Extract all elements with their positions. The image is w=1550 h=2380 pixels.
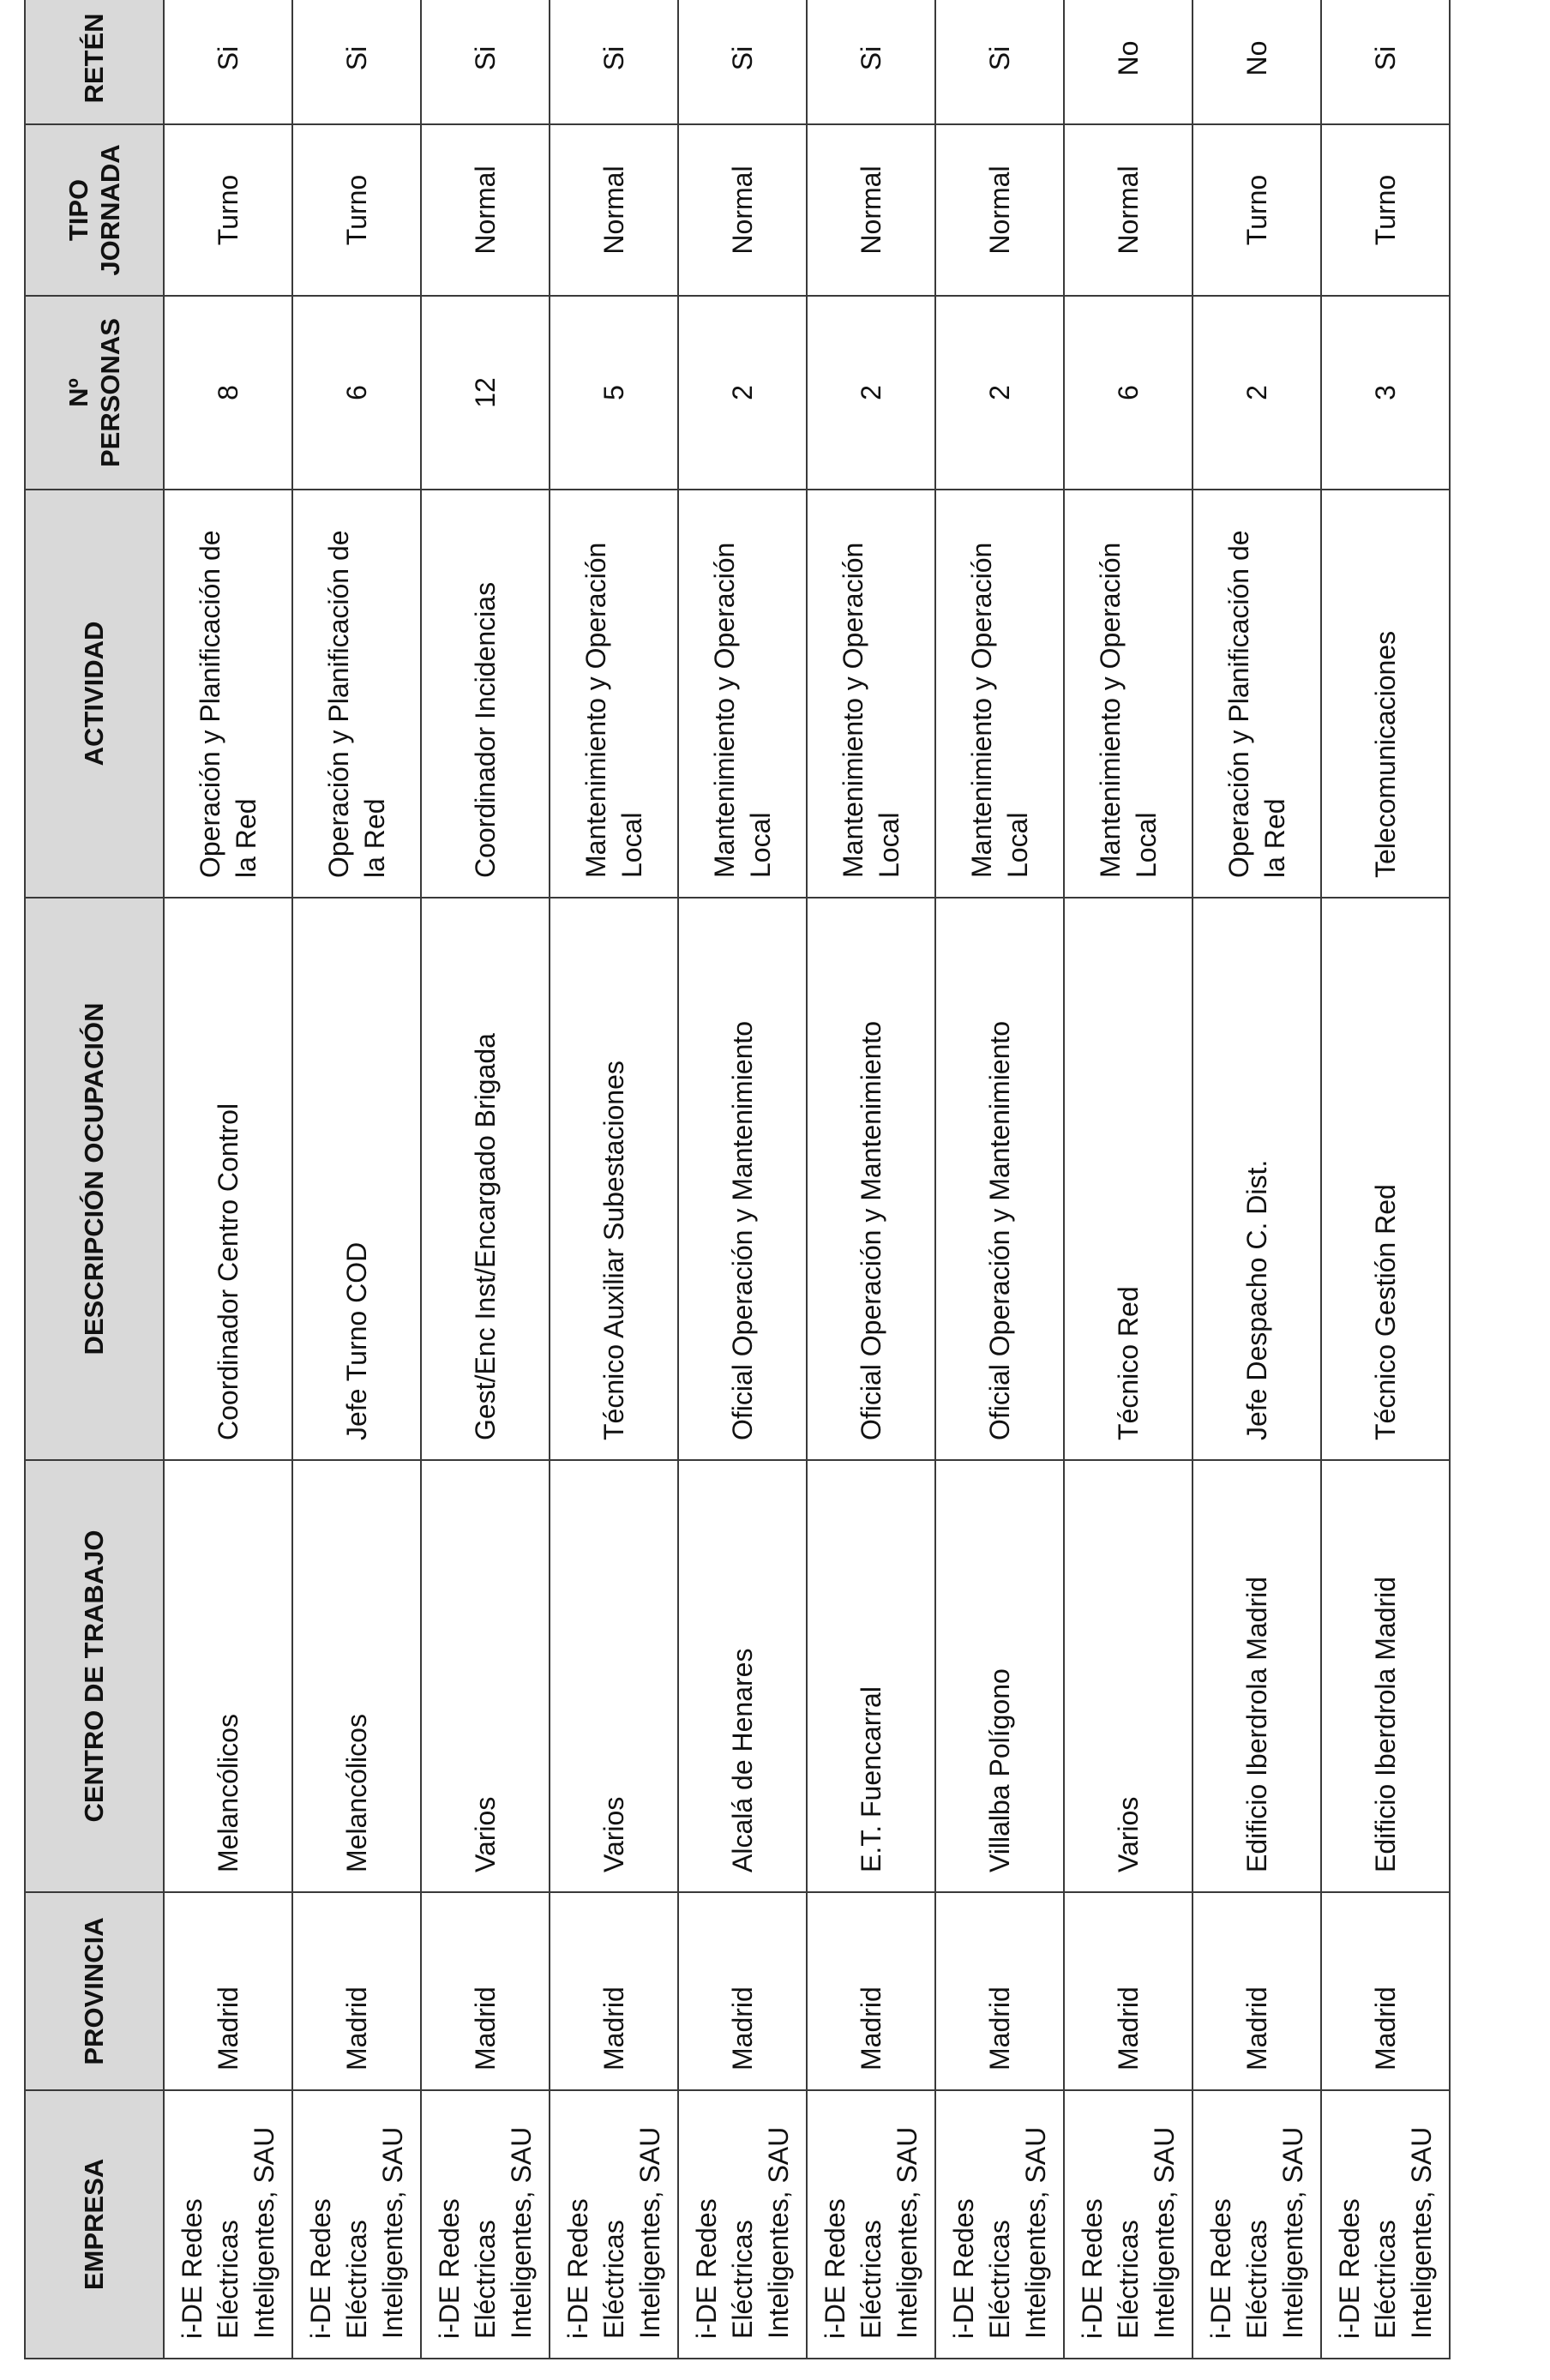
cell-actividad: Mantenimiento y Operación Local [550, 490, 678, 898]
cell-centro-trabajo: Edificio Iberdrola Madrid [1321, 1460, 1450, 1892]
cell-provincia: Madrid [1064, 1892, 1193, 2090]
cell-num-personas: 6 [1064, 296, 1193, 490]
cell-descripcion: Gest/Enc Inst/Encargado Brigada [421, 898, 550, 1460]
cell-actividad: Mantenimiento y Operación Local [1064, 490, 1193, 898]
cell-centro-trabajo: Villalba Polígono [935, 1460, 1064, 1892]
cell-tipo-jornada: Turno [1321, 124, 1450, 296]
cell-provincia: Madrid [807, 1892, 935, 2090]
cell-reten: Si [807, 0, 935, 124]
cell-actividad: Coordinador Incidencias [421, 490, 550, 898]
cell-descripcion: Jefe Despacho C. Dist. [1193, 898, 1321, 1460]
cell-reten: Si [935, 0, 1064, 124]
header-provincia: PROVINCIA [25, 1892, 164, 2090]
cell-empresa: i-DE Redes Eléctricas Inteligentes, SAU [1193, 2090, 1321, 2359]
cell-num-personas: 2 [807, 296, 935, 490]
cell-num-personas: 5 [550, 296, 678, 490]
cell-descripcion: Técnico Red [1064, 898, 1193, 1460]
cell-actividad: Operación y Planificación de la Red [292, 490, 421, 898]
rotated-page [24, 13, 1438, 2359]
cell-num-personas: 2 [678, 296, 807, 490]
table-row [807, 0, 935, 2359]
header-row [25, 0, 164, 2359]
cell-centro-trabajo: E.T. Fuencarral [807, 1460, 935, 1892]
cell-tipo-jornada: Normal [1064, 124, 1193, 296]
cell-descripcion: Técnico Gestión Red [1321, 898, 1450, 1460]
cell-provincia: Madrid [421, 1892, 550, 2090]
table-row [1321, 0, 1450, 2359]
cell-provincia: Madrid [678, 1892, 807, 2090]
table-row [1064, 0, 1193, 2359]
cell-provincia: Madrid [164, 1892, 292, 2090]
cell-descripcion: Oficial Operación y Mantenimiento [678, 898, 807, 1460]
cell-descripcion: Oficial Operación y Mantenimiento [807, 898, 935, 1460]
cell-actividad: Mantenimiento y Operación Local [678, 490, 807, 898]
cell-empresa: i-DE Redes Eléctricas Inteligentes, SAU [1321, 2090, 1450, 2359]
cell-provincia: Madrid [292, 1892, 421, 2090]
cell-empresa: i-DE Redes Eléctricas Inteligentes, SAU [421, 2090, 550, 2359]
cell-tipo-jornada: Turno [292, 124, 421, 296]
cell-empresa: i-DE Redes Eléctricas Inteligentes, SAU [935, 2090, 1064, 2359]
cell-empresa: i-DE Redes Eléctricas Inteligentes, SAU [1064, 2090, 1193, 2359]
table-row [164, 0, 292, 2359]
cell-reten: No [1064, 0, 1193, 124]
cell-reten: Si [678, 0, 807, 124]
cell-tipo-jornada: Normal [935, 124, 1064, 296]
cell-actividad: Telecomunicaciones [1321, 490, 1450, 898]
header-reten: RETÉN [25, 0, 164, 124]
cell-actividad: Mantenimiento y Operación Local [935, 490, 1064, 898]
cell-actividad: Operación y Planificación de la Red [164, 490, 292, 898]
cell-centro-trabajo: Melancólicos [292, 1460, 421, 1892]
cell-centro-trabajo: Edificio Iberdrola Madrid [1193, 1460, 1321, 1892]
header-tipo-jornada: TIPO JORNADA [25, 124, 164, 296]
cell-tipo-jornada: Normal [678, 124, 807, 296]
cell-num-personas: 8 [164, 296, 292, 490]
header-centro-trabajo: CENTRO DE TRABAJO [25, 1460, 164, 1892]
cell-descripcion: Oficial Operación y Mantenimiento [935, 898, 1064, 1460]
cell-provincia: Madrid [550, 1892, 678, 2090]
cell-empresa: i-DE Redes Eléctricas Inteligentes, SAU [550, 2090, 678, 2359]
cell-reten: Si [1321, 0, 1450, 124]
cell-descripcion: Técnico Auxiliar Subestaciones [550, 898, 678, 1460]
cell-centro-trabajo: Varios [1064, 1460, 1193, 1892]
cell-empresa: i-DE Redes Eléctricas Inteligentes, SAU [678, 2090, 807, 2359]
table-row [292, 0, 421, 2359]
cell-num-personas: 2 [935, 296, 1064, 490]
cell-descripcion: Jefe Turno COD [292, 898, 421, 1460]
table-row [550, 0, 678, 2359]
cell-actividad: Mantenimiento y Operación Local [807, 490, 935, 898]
table-row [678, 0, 807, 2359]
cell-centro-trabajo: Varios [421, 1460, 550, 1892]
cell-tipo-jornada: Turno [1193, 124, 1321, 296]
staff-table [24, 0, 1451, 2359]
cell-centro-trabajo: Varios [550, 1460, 678, 1892]
cell-num-personas: 2 [1193, 296, 1321, 490]
cell-reten: No [1193, 0, 1321, 124]
header-empresa: EMPRESA [25, 2090, 164, 2359]
cell-actividad: Operación y Planificación de la Red [1193, 490, 1321, 898]
cell-reten: Si [550, 0, 678, 124]
cell-num-personas: 6 [292, 296, 421, 490]
table-row [1193, 0, 1321, 2359]
cell-empresa: i-DE Redes Eléctricas Inteligentes, SAU [807, 2090, 935, 2359]
table-row [935, 0, 1064, 2359]
cell-tipo-jornada: Normal [421, 124, 550, 296]
cell-num-personas: 12 [421, 296, 550, 490]
cell-provincia: Madrid [935, 1892, 1064, 2090]
cell-provincia: Madrid [1321, 1892, 1450, 2090]
cell-tipo-jornada: Normal [550, 124, 678, 296]
header-num-personas: Nº PERSONAS [25, 296, 164, 490]
cell-provincia: Madrid [1193, 1892, 1321, 2090]
cell-reten: Si [292, 0, 421, 124]
cell-empresa: i-DE Redes Eléctricas Inteligentes, SAU [164, 2090, 292, 2359]
cell-empresa: i-DE Redes Eléctricas Inteligentes, SAU [292, 2090, 421, 2359]
cell-reten: Si [421, 0, 550, 124]
cell-reten: Si [164, 0, 292, 124]
cell-centro-trabajo: Alcalá de Henares [678, 1460, 807, 1892]
cell-tipo-jornada: Turno [164, 124, 292, 296]
table-row [421, 0, 550, 2359]
cell-tipo-jornada: Normal [807, 124, 935, 296]
cell-centro-trabajo: Melancólicos [164, 1460, 292, 1892]
cell-descripcion: Coordinador Centro Control [164, 898, 292, 1460]
header-actividad: ACTIVIDAD [25, 490, 164, 898]
cell-num-personas: 3 [1321, 296, 1450, 490]
header-descripcion-ocupacion: DESCRIPCIÓN OCUPACIÓN [25, 898, 164, 1460]
